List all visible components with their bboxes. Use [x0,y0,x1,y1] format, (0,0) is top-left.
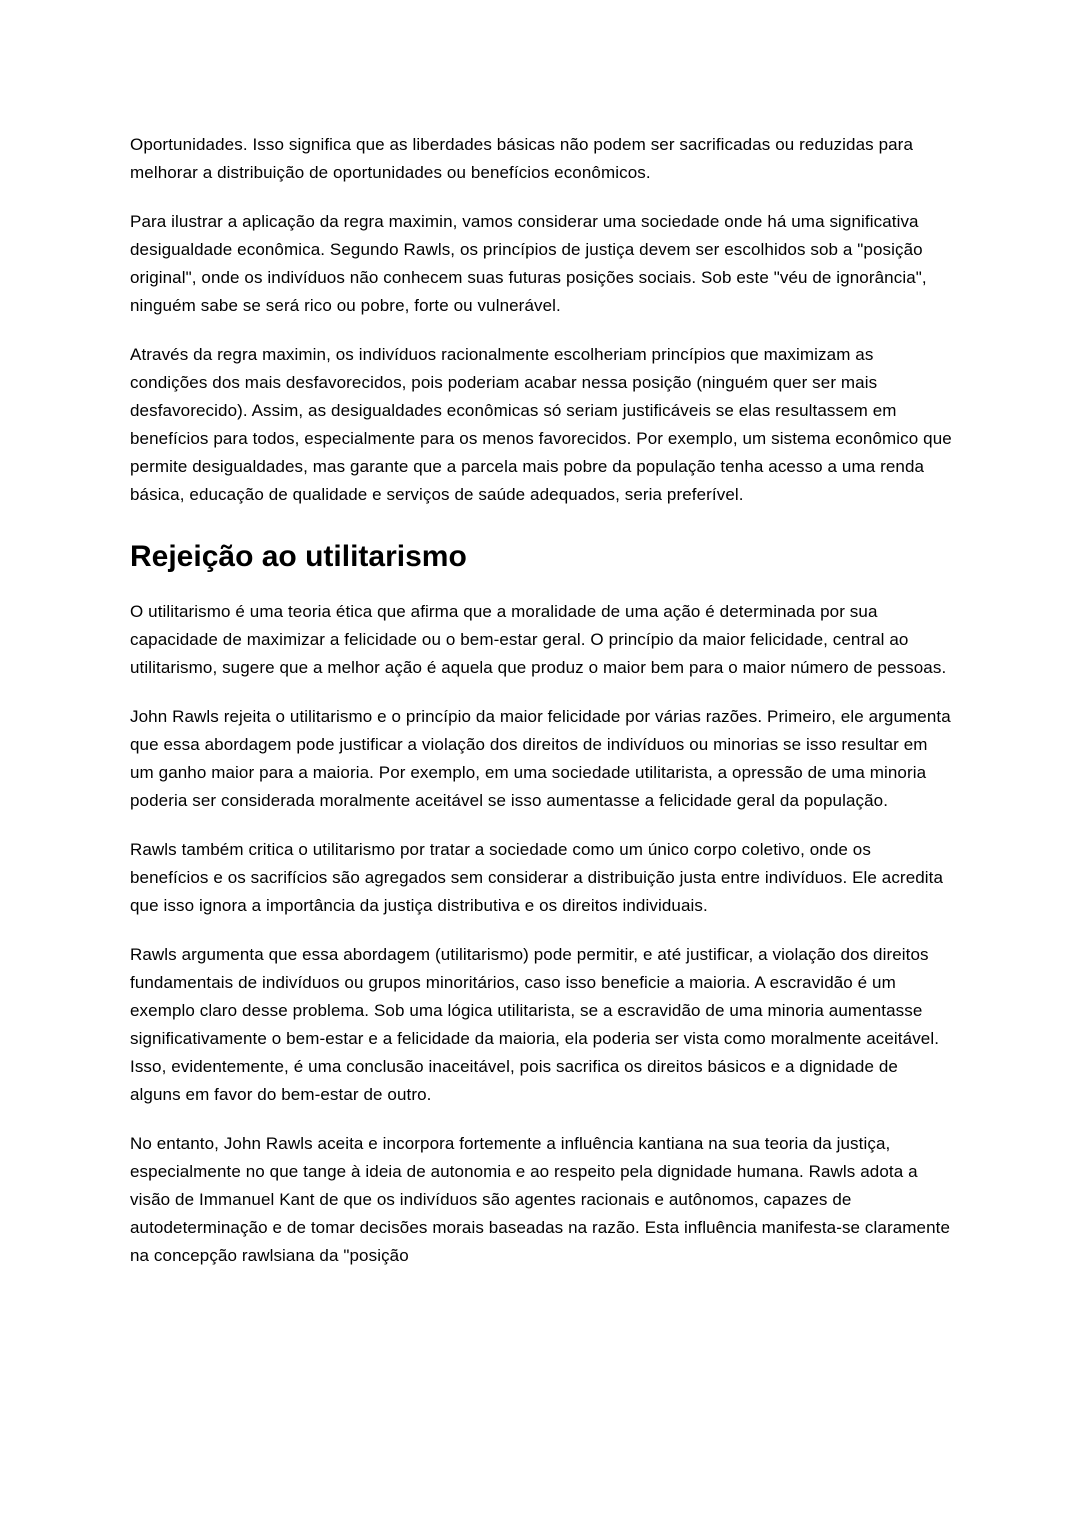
paragraph-opportunities: Oportunidades. Isso significa que as liberdades básicas não podem ser sacrificadas ou reduzidas para melhorar a distribuição de oportunidades ou benefícios econômicos. [130,135,914,182]
paragraph-rawls-rejeita: John Rawls rejeita o utilitarismo e o princípio da maior felicidade por várias razões. Primeiro, ele argumenta que essa abordagem pode justificar a violação dos direitos de indivíduos ou minorias se isso resultar em um ganho maior para a maioria. Por exemplo, em uma sociedade utilitarista, a opressão de uma minoria poderia ser considerada moralmente aceitável se isso aumentasse a felicidade geral da população. [130,707,951,810]
paragraph-escravidao-exemplo: Rawls argumenta que essa abordagem (utilitarismo) pode permitir, e até justificar, a violação dos direitos fundamentais de indivíduos ou grupos minoritários, caso isso beneficie a maioria. A escravidão é um exemplo claro desse problema. Sob uma lógica utilitarista, se a escravidão de uma minoria aumentasse significativamente o bem-estar e a felicidade da maioria, ela poderia ser vista como moralmente aceitável. Isso, evidentemente, é uma conclusão inaceitável, pois sacrifica os direitos básicos e a dignidade de alguns em favor do bem-estar de outro. [130,945,940,1104]
paragraph-maximin-example: Para ilustrar a aplicação da regra maximin, vamos considerar uma sociedade onde há uma significativa desigualdade econômica. Segundo Rawls, os princípios de justiça devem ser escolhidos sob a "posição original", onde os indivíduos não conhecem suas futuras posições sociais. Sob este "véu de ignorância", ninguém sabe se será rico ou pobre, forte ou vulnerável. [130,212,927,315]
document-content [130,131,952,1291]
paragraph-critica-corpo-coletivo: Rawls também critica o utilitarismo por tratar a sociedade como um único corpo coletivo, onde os benefícios e os sacrifícios são agregados sem considerar a distribuição justa entre indivíduos. Ele acredita que isso ignora a importância da justiça distributiva e os direitos individuais. [130,840,944,915]
paragraph-maximin-principles: Através da regra maximin, os indivíduos racionalmente escolheriam princípios que maximizam as condições dos mais desfavorecidos, pois poderiam acabar nessa posição (ninguém quer ser mais desfavorecido). Assim, as desigualdades econômicas só seriam justificáveis se elas resultassem em benefícios para todos, especialmente para os menos favorecidos. Por exemplo, um sistema econômico que permite desigualdades, mas garante que a parcela mais pobre da população tenha acesso a uma renda básica, educação de qualidade e serviços de saúde adequados, seria preferível. [130,345,952,504]
paragraph-influencia-kantiana: No entanto, John Rawls aceita e incorpora fortemente a influência kantiana na sua teoria da justiça, especialmente no que tange à ideia de autonomia e ao respeito pela dignidade humana. Rawls adota a visão de Immanuel Kant de que os indivíduos são agentes racionais e autônomos, capazes de autodeterminação e de tomar decisões morais baseadas na razão. Esta influência manifesta-se claramente na concepção rawlsiana da "posição [130,1134,951,1265]
section-heading-rejeicao-utilitarismo: Rejeição ao utilitarismo [130,540,467,573]
paragraph-utilitarismo-definicao: O utilitarismo é uma teoria ética que afirma que a moralidade de uma ação é determinada por sua capacidade de maximizar a felicidade ou o bem-estar geral. O princípio da maior felicidade, central ao utilitarismo, sugere que a melhor ação é aquela que produz o maior bem para o maior número de pessoas. [130,602,947,677]
